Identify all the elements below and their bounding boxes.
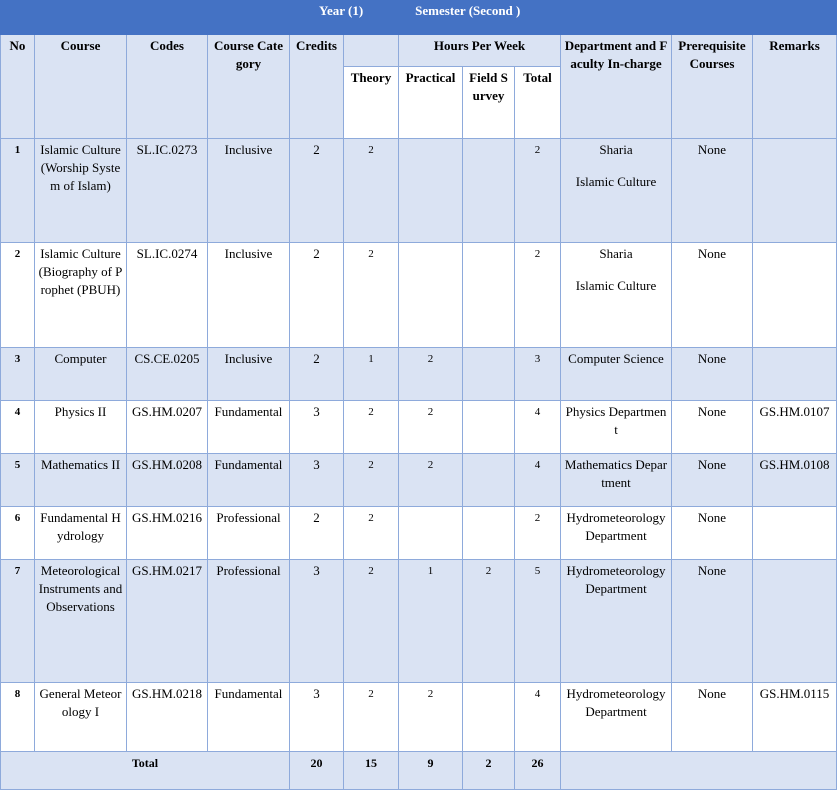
table-row <box>1 401 837 454</box>
cell-theory: 2 <box>344 401 399 454</box>
cell-field <box>463 507 515 560</box>
cell-category: Professional <box>208 560 290 683</box>
totals-row <box>1 752 837 790</box>
cell-no: 3 <box>1 348 35 401</box>
cell-total: 4 <box>515 401 561 454</box>
cell-department <box>561 139 672 243</box>
header-practical: Practical <box>399 67 463 139</box>
cell-remarks: GS.HM.0115 <box>753 683 837 752</box>
table-row <box>1 507 837 560</box>
cell-theory: 2 <box>344 139 399 243</box>
cell-department: Hydrometeorology Department <box>561 507 672 560</box>
header-codes: Codes <box>127 35 208 139</box>
cell-remarks <box>753 139 837 243</box>
totals-theory: 15 <box>344 752 399 790</box>
cell-prerequisite: None <box>672 507 753 560</box>
cell-field <box>463 348 515 401</box>
cell-prerequisite: None <box>672 348 753 401</box>
cell-code: CS.CE.0205 <box>127 348 208 401</box>
table-row <box>1 139 837 243</box>
cell-department: Computer Science <box>561 348 672 401</box>
cell-department: Hydrometeorology Department <box>561 560 672 683</box>
cell-remarks <box>753 243 837 348</box>
cell-remarks: GS.HM.0108 <box>753 454 837 507</box>
cell-field: 2 <box>463 560 515 683</box>
cell-category: Inclusive <box>208 139 290 243</box>
department-line-1: Sharia <box>599 142 633 157</box>
department-line-2: Islamic Culture <box>575 174 657 189</box>
totals-total: 26 <box>515 752 561 790</box>
cell-theory: 2 <box>344 683 399 752</box>
header-category: Course Category <box>208 35 290 139</box>
totals-credits: 20 <box>290 752 344 790</box>
cell-total: 4 <box>515 454 561 507</box>
cell-practical <box>399 507 463 560</box>
table-title-row <box>1 1 837 35</box>
cell-remarks <box>753 348 837 401</box>
totals-field: 2 <box>463 752 515 790</box>
cell-no: 6 <box>1 507 35 560</box>
cell-code: SL.IC.0273 <box>127 139 208 243</box>
department-line-2: Islamic Culture <box>575 278 657 293</box>
cell-credits: 2 <box>290 139 344 243</box>
cell-practical <box>399 139 463 243</box>
table-row <box>1 560 837 683</box>
cell-prerequisite: None <box>672 243 753 348</box>
cell-department: Physics Department <box>561 401 672 454</box>
header-no: No <box>1 35 35 139</box>
cell-course: Islamic Culture (Worship System of Islam) <box>35 139 127 243</box>
totals-empty <box>561 752 837 790</box>
cell-practical: 2 <box>399 348 463 401</box>
header-remarks: Remarks <box>753 35 837 139</box>
cell-credits: 3 <box>290 454 344 507</box>
cell-prerequisite: None <box>672 454 753 507</box>
table-row <box>1 348 837 401</box>
cell-code: GS.HM.0216 <box>127 507 208 560</box>
cell-code: GS.HM.0207 <box>127 401 208 454</box>
cell-field <box>463 454 515 507</box>
header-row <box>1 35 837 67</box>
cell-practical: 1 <box>399 560 463 683</box>
table-row <box>1 454 837 507</box>
cell-theory: 2 <box>344 507 399 560</box>
cell-field <box>463 683 515 752</box>
cell-department <box>561 243 672 348</box>
cell-practical <box>399 243 463 348</box>
cell-course: Mathematics II <box>35 454 127 507</box>
cell-credits: 3 <box>290 560 344 683</box>
cell-category: Fundamental <box>208 683 290 752</box>
header-department: Department and Faculty In-charge <box>561 35 672 139</box>
department-line-1: Sharia <box>599 246 633 261</box>
table-row <box>1 243 837 348</box>
cell-course: General Meteorology I <box>35 683 127 752</box>
cell-course: Islamic Culture (Biography of Prophet (PBUH) <box>35 243 127 348</box>
cell-prerequisite: None <box>672 401 753 454</box>
header-total: Total <box>515 67 561 139</box>
cell-code: GS.HM.0208 <box>127 454 208 507</box>
cell-credits: 2 <box>290 348 344 401</box>
cell-total: 4 <box>515 683 561 752</box>
cell-credits: 2 <box>290 243 344 348</box>
cell-no: 7 <box>1 560 35 683</box>
cell-course: Meteorological Instruments and Observations <box>35 560 127 683</box>
cell-theory: 2 <box>344 560 399 683</box>
cell-prerequisite: None <box>672 683 753 752</box>
cell-department: Hydrometeorology Department <box>561 683 672 752</box>
cell-no: 5 <box>1 454 35 507</box>
cell-total: 2 <box>515 243 561 348</box>
cell-no: 4 <box>1 401 35 454</box>
cell-remarks <box>753 507 837 560</box>
cell-remarks: GS.HM.0107 <box>753 401 837 454</box>
header-prerequisite: Prerequisite Courses <box>672 35 753 139</box>
cell-field <box>463 243 515 348</box>
semester-label: Semester (Second ) <box>415 3 521 18</box>
cell-total: 3 <box>515 348 561 401</box>
cell-remarks <box>753 560 837 683</box>
cell-category: Fundamental <box>208 401 290 454</box>
totals-label: Total <box>1 752 290 790</box>
cell-no: 2 <box>1 243 35 348</box>
cell-category: Professional <box>208 507 290 560</box>
cell-no: 8 <box>1 683 35 752</box>
header-field-survey: Field Survey <box>463 67 515 139</box>
cell-theory: 1 <box>344 348 399 401</box>
cell-category: Inclusive <box>208 243 290 348</box>
cell-field <box>463 401 515 454</box>
cell-field <box>463 139 515 243</box>
cell-prerequisite: None <box>672 139 753 243</box>
totals-practical: 9 <box>399 752 463 790</box>
cell-theory: 2 <box>344 454 399 507</box>
cell-total: 2 <box>515 507 561 560</box>
header-course: Course <box>35 35 127 139</box>
cell-credits: 3 <box>290 683 344 752</box>
cell-course: Computer <box>35 348 127 401</box>
cell-prerequisite: None <box>672 560 753 683</box>
header-blank <box>344 35 399 67</box>
cell-credits: 2 <box>290 507 344 560</box>
cell-code: SL.IC.0274 <box>127 243 208 348</box>
cell-credits: 3 <box>290 401 344 454</box>
cell-course: Fundamental Hydrology <box>35 507 127 560</box>
cell-course: Physics II <box>35 401 127 454</box>
cell-code: GS.HM.0218 <box>127 683 208 752</box>
cell-practical: 2 <box>399 401 463 454</box>
cell-total: 2 <box>515 139 561 243</box>
header-hours-per-week: Hours Per Week <box>399 35 561 67</box>
cell-category: Inclusive <box>208 348 290 401</box>
header-credits: Credits <box>290 35 344 139</box>
cell-theory: 2 <box>344 243 399 348</box>
table-row <box>1 683 837 752</box>
header-theory: Theory <box>344 67 399 139</box>
cell-category: Fundamental <box>208 454 290 507</box>
cell-total: 5 <box>515 560 561 683</box>
table-title <box>1 1 837 35</box>
cell-practical: 2 <box>399 683 463 752</box>
cell-code: GS.HM.0217 <box>127 560 208 683</box>
cell-no: 1 <box>1 139 35 243</box>
cell-department: Mathematics Department <box>561 454 672 507</box>
cell-practical: 2 <box>399 454 463 507</box>
year-label: Year (1) <box>319 3 364 18</box>
